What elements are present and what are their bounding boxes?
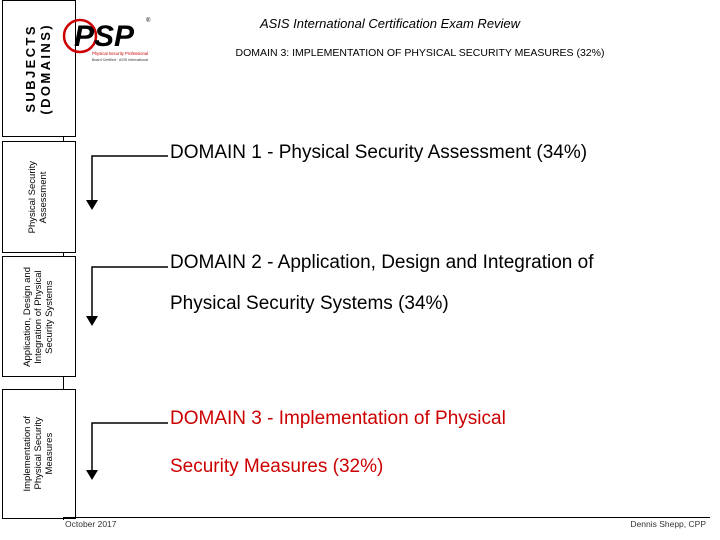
sidebar-tab-domain-2-label: [23, 267, 56, 367]
tab-line: Assessment: [38, 171, 49, 223]
logo-tagline-2: Board Certified · ASIS International: [92, 58, 148, 62]
footer-date: October 2017: [65, 519, 117, 529]
tab-line: Measures: [43, 433, 55, 475]
psp-logo: [62, 12, 162, 64]
logo-tagline-1: Physical Security Professional: [92, 51, 149, 56]
subjects-line1: SUBJECTS: [23, 24, 39, 113]
connector-arrows: [60, 140, 180, 500]
tab-line: Physical Security: [27, 160, 39, 234]
arrowhead-icon: [86, 470, 98, 480]
subjects-line2: (DOMAINS): [38, 22, 53, 115]
header-title: ASIS International Certification Exam Review: [259, 16, 521, 31]
domain-2-heading-line-1: DOMAIN 2 - Application, Design and Integration of: [170, 252, 594, 273]
footer-divider: [63, 517, 710, 518]
arrow-domain-3: [92, 423, 168, 472]
subjects-label: [24, 23, 54, 115]
arrow-domain-2: [92, 267, 168, 318]
arrowhead-icon: [86, 200, 98, 210]
tab-line: Security Systems: [43, 279, 55, 354]
tab-line: Physical Security: [32, 417, 44, 491]
tab-line: Application, Design and: [21, 266, 33, 367]
arrowhead-icon: [86, 316, 98, 326]
domain-3-heading-line-1: DOMAIN 3 - Implementation of Physical: [170, 408, 506, 429]
domain-sidebar: [0, 0, 64, 520]
header-subtitle: DOMAIN 3: IMPLEMENTATION OF PHYSICAL SECURITY MEASURES (32%): [235, 47, 605, 59]
footer-author: Dennis Shepp, CPP: [630, 519, 706, 529]
sidebar-tab-domain-1-label: [28, 161, 50, 233]
logo-registered: ®: [146, 18, 151, 24]
arrow-domain-1: [92, 156, 168, 202]
domain-2-heading-line-2: Physical Security Systems (34%): [170, 293, 449, 314]
logo-text: PSP: [74, 20, 135, 53]
tab-line: Integration of Physical: [32, 269, 44, 364]
tab-line: Implementation of: [21, 416, 33, 492]
domain-3-heading-line-2: Security Measures (32%): [170, 456, 384, 477]
sidebar-tab-domain-3-label: [23, 416, 56, 492]
domain-1-heading: DOMAIN 1 - Physical Security Assessment (34%): [170, 142, 588, 163]
